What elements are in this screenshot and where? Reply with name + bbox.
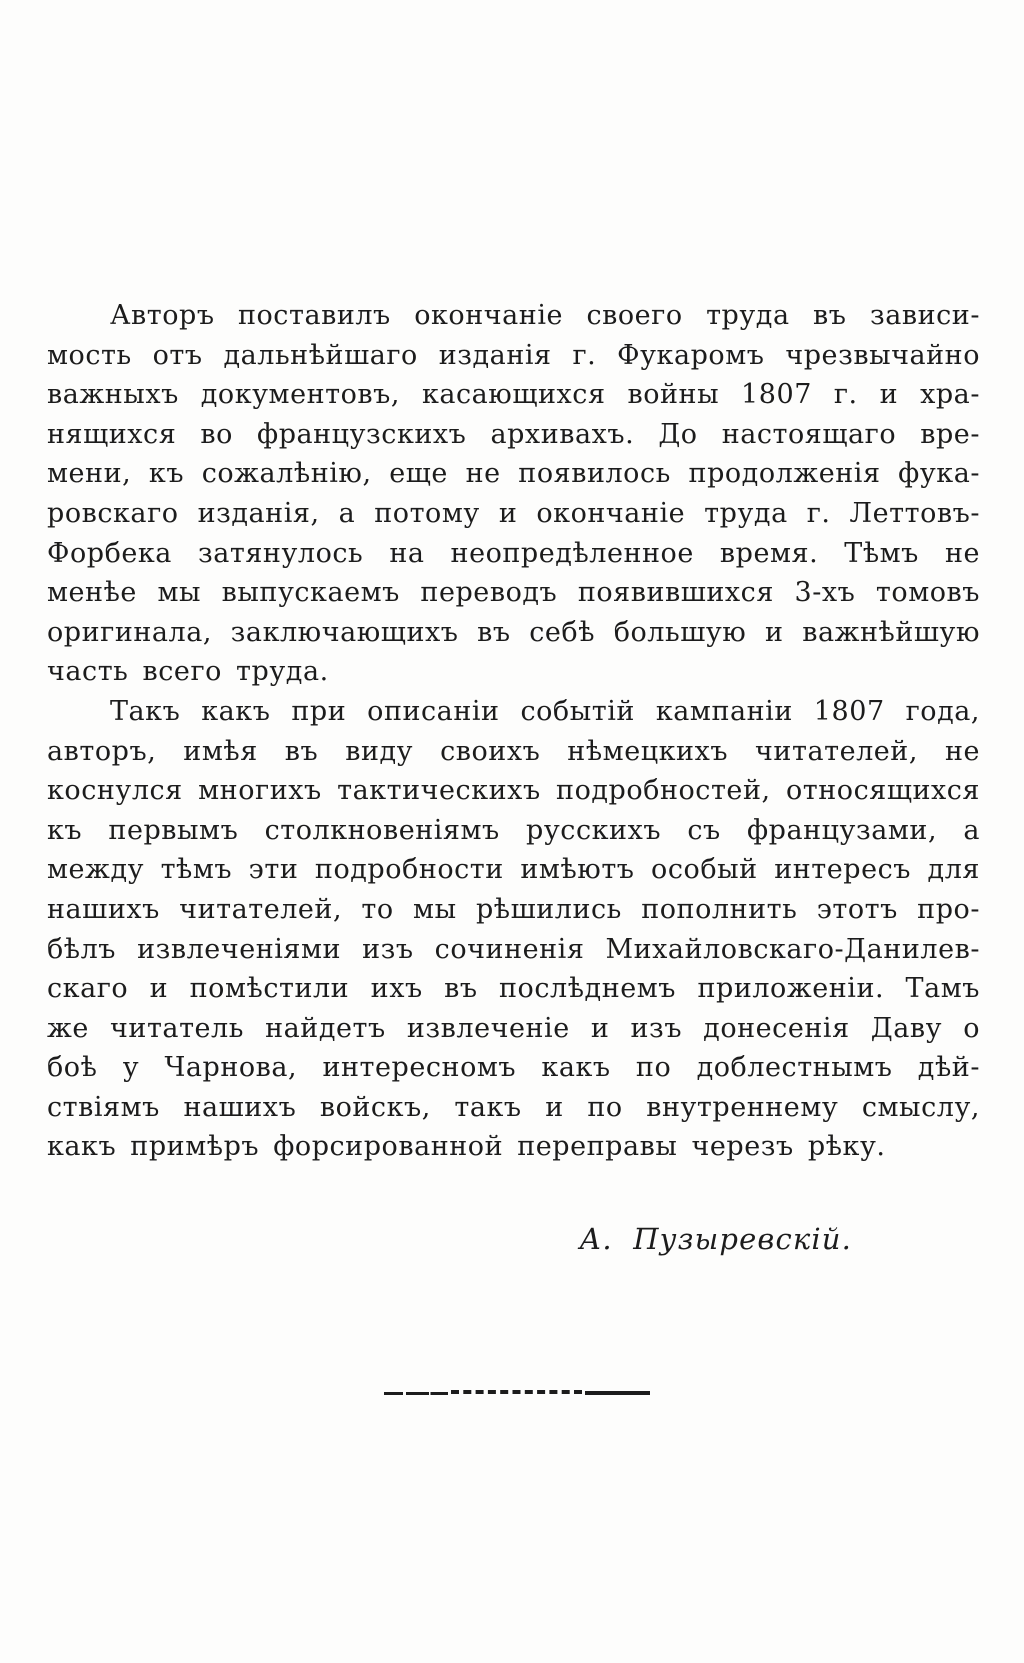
text-line: оригинала, заключающихъ въ себѣ большую и важнѣйшую	[47, 616, 980, 648]
author-signature: А. Пузыревскій.	[579, 1222, 852, 1256]
ornamental-divider	[384, 1388, 650, 1396]
text-line: часть всего труда.	[47, 656, 329, 688]
divider-segment-middle	[451, 1390, 582, 1394]
text-line: ствіямъ нашихъ войскъ, такъ и по внутреннему смыслу,	[47, 1091, 980, 1123]
text-line: Форбека затянулось на неопредѣленное время. Тѣмъ не	[47, 537, 980, 569]
body-text	[47, 296, 980, 1167]
text-line: мени, къ сожалѣнію, еще не появилось продолженія фука-	[47, 458, 980, 490]
text-line: коснулся многихъ тактическихъ подробностей, относящихся	[47, 775, 980, 807]
text-line: ровскаго изданія, а потому и окончаніе труда г. Леттовъ-	[47, 497, 980, 529]
text-line: боѣ у Чарнова, интересномъ какъ по доблестнымъ дѣй-	[47, 1052, 980, 1084]
text-line: какъ примѣръ форсированной переправы черезъ рѣку.	[47, 1131, 886, 1163]
text-line: Такъ какъ при описаніи событій кампаніи 1807 года,	[110, 695, 980, 727]
text-line: между тѣмъ эти подробности имѣютъ особый интересъ для	[47, 854, 980, 886]
divider-segment-right	[585, 1391, 650, 1395]
text-line: важныхъ документовъ, касающихся войны 1807 г. и хра-	[47, 379, 980, 411]
text-line: мость отъ дальнѣйшаго изданія г. Фукаромъ чрезвычайно	[47, 339, 980, 371]
text-line: менѣе мы выпускаемъ переводъ появившихся 3-хъ томовъ	[47, 577, 980, 609]
text-line: нашихъ читателей, то мы рѣшились пополнить этотъ про-	[47, 893, 980, 925]
divider-segment-left	[384, 1392, 448, 1395]
text-line: скаго и помѣстили ихъ въ послѣднемъ приложеніи. Тамъ	[47, 973, 980, 1005]
text-line: авторъ, имѣя въ виду своихъ нѣмецкихъ читателей, не	[47, 735, 980, 767]
paragraph	[47, 692, 980, 1167]
text-line: къ первымъ столкновеніямъ русскихъ съ французами, а	[47, 814, 980, 846]
text-line: бѣлъ извлеченіями изъ сочиненія Михайловскаго-Данилев-	[47, 933, 980, 965]
text-line: Авторъ поставилъ окончаніе своего труда въ зависи-	[110, 300, 980, 331]
paragraph	[47, 296, 980, 692]
text-line: же читатель найдетъ извлеченіе и изъ донесенія Даву о	[47, 1012, 980, 1044]
text-line: нящихся во французскихъ архивахъ. До настоящаго вре-	[47, 418, 980, 450]
